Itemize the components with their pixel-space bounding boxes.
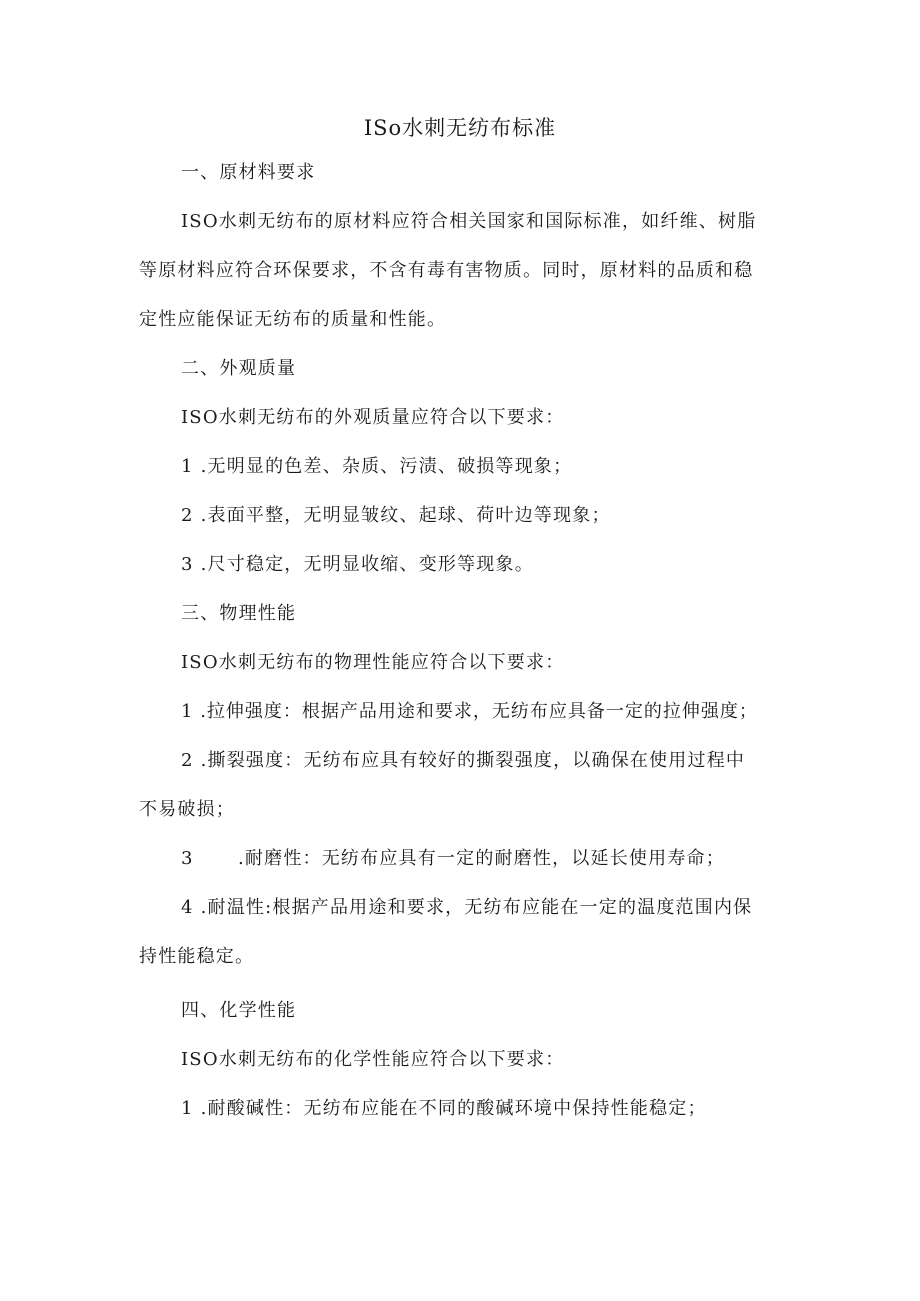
section-intro: ISO水刺无纺布的化学性能应符合以下要求： — [181, 1049, 565, 1070]
list-item-number: 2 — [181, 505, 194, 526]
list-item — [181, 748, 745, 774]
list-item-number: 1 — [181, 1098, 194, 1119]
list-item-text: .撕裂强度：无纺布应具有较好的撕裂强度，以确保在使用过程中 — [200, 750, 746, 771]
list-item-continuation: 持性能稳定。 — [139, 946, 255, 967]
list-item-continuation: 不易破损； — [139, 799, 235, 820]
list-item-number: 1 — [181, 456, 194, 477]
list-item — [181, 552, 534, 578]
section-intro: ISO水刺无纺布的物理性能应符合以下要求： — [181, 652, 565, 673]
list-item — [181, 503, 611, 529]
list-item — [181, 1096, 707, 1122]
list-item-number: 3 — [181, 554, 194, 575]
paragraph-line: 定性应能保证无纺布的质量和性能。 — [139, 309, 447, 330]
list-item-text: .耐磨性：无纺布应具有一定的耐磨性，以延长使用寿命； — [238, 848, 725, 869]
list-item — [181, 895, 752, 921]
list-item — [181, 699, 758, 725]
section-heading-appearance: 二、外观质量 — [181, 358, 297, 379]
list-item-text: .尺寸稳定，无明显收缩、变形等现象。 — [200, 554, 534, 575]
list-item-number: 4 — [181, 897, 194, 918]
list-item-text: .耐酸碱性：无纺布应能在不同的酸碱环境中保持性能稳定； — [200, 1098, 707, 1119]
section-heading-raw-materials: 一、原材料要求 — [181, 162, 316, 183]
section-heading-chemical: 四、化学性能 — [181, 1000, 297, 1021]
paragraph-line: ISO水刺无纺布的原材料应符合相关国家和国际标准，如纤维、树脂 — [181, 211, 757, 232]
section-intro: ISO水刺无纺布的外观质量应符合以下要求： — [181, 407, 565, 428]
list-item-text: .表面平整，无明显皱纹、起球、荷叶边等现象； — [200, 505, 611, 526]
section-heading-physical: 三、物理性能 — [181, 603, 297, 624]
list-item-number: 1 — [181, 701, 194, 722]
paragraph-line: 等原材料应符合环保要求，不含有毒有害物质。同时，原材料的品质和稳 — [139, 260, 754, 281]
list-item-number: 3 — [181, 848, 194, 869]
list-item-number: 2 — [181, 750, 194, 771]
list-item — [181, 846, 725, 872]
list-item-text: .拉伸强度：根据产品用途和要求，无纺布应具备一定的拉伸强度； — [200, 701, 758, 722]
list-item-text: .无明显的色差、杂质、污渍、破损等现象； — [200, 456, 573, 477]
document-title: ISo水刺无纺布标准 — [363, 116, 557, 140]
list-item — [181, 454, 572, 480]
list-item-text: .耐温性:根据产品用途和要求，无纺布应能在一定的温度范围内保 — [200, 897, 753, 918]
